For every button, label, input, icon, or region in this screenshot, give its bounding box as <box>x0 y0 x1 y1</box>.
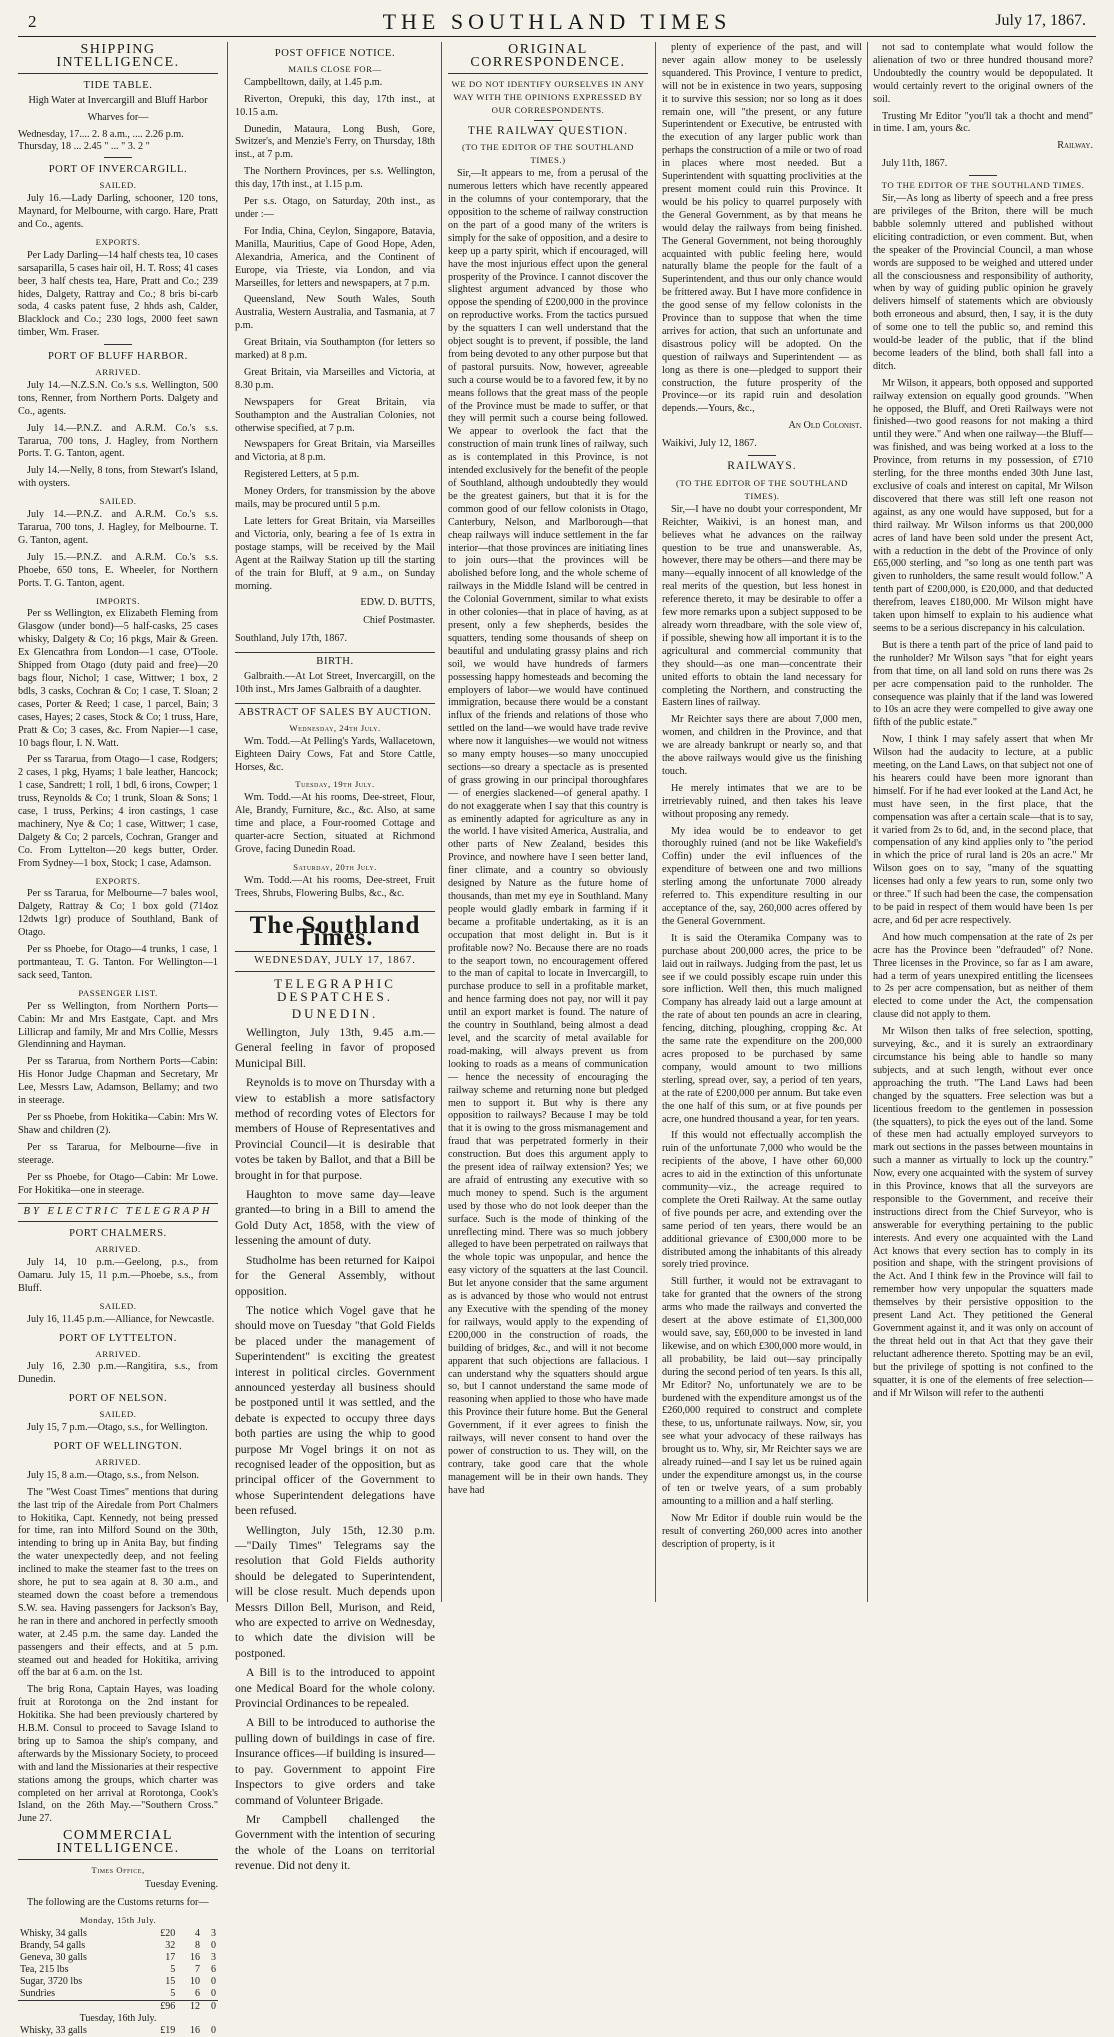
paragraph: But is there a tenth part of the price of land paid to the runholder? Mr Wilson says "that for eight years from that time, on all land sold on runs there was 2s per acre compensation paid to the runholder. The consequence was plainly that if the land was lowered to 10s an acre they were compelled to give away one fifth of the public estate." <box>873 639 1093 729</box>
post-office-title: POST OFFICE NOTICE. <box>274 48 396 59</box>
customs-pounds: 17 <box>165 1951 176 1963</box>
customs-pence: 0 <box>211 1987 216 1999</box>
paragraph: Sir,—I have no doubt your correspondent, Mr Reichter, Waikivi, is an honest man, and believes what he advances on the railway question to be true and unanswerable. As, however, there may be others—and there may be many—equally innocent of all knowledge of the real merits of the question, but less honest in reference thereto, it may be desirable to offer a few more remarks upon a subject supposed to be already worn threadbare, with the sole view of, if possible, shewing how all important it is to the agricultural and commercial community that they should—as one man—concentrate their united efforts to obtain the land necessary for completing the Northern, and constructing the Eastern lines of railway. <box>662 503 862 709</box>
letter-dateline: Waikivi, July 12, 1867. <box>662 438 757 450</box>
customs-row <box>18 2025 218 2037</box>
paragraph: Newspapers for Great Britain, via Southampton and the Australian Colonies, not otherwise specified, at 7 p.m. <box>235 396 435 434</box>
to-editor: TO THE EDITOR OF THE SOUTHLAND TIMES. <box>881 180 1085 191</box>
customs-shillings: 10 <box>190 1975 201 1987</box>
paragraph: Reynolds is to move on Thursday with a view to establish a more satisfactory method of recording votes of Electors for members of House of Representatives and Provincial Council—it is desirable that votes be taken by Ballot, and that a Bill be brought in for that purpose. <box>235 1076 435 1182</box>
paragraph: And how much compensation at the rate of 2s per acre has the Province been "defrauded" of? None. Three licenses in the Province, so far as I am aware, had a term of years unexpired entitling the licensees to 2s per acre compensation, but as neither of them elected to come under the Act, the compensation clause did not apply to them. <box>873 931 1093 1021</box>
paragraph: Now Mr Editor if double ruin would be the result of converting 260,000 acres into another description of property, is it <box>662 1512 862 1550</box>
sub-heading: EXPORTS. <box>95 875 141 886</box>
paragraph: If this would not effectually accomplish the ruin of the unfortunate 7,000 who would be the recipients of the above, I have other 60,000 acres to aid in the extinction of this unfortunate community—viz., the acreage required to complete the Oreti Railway. At the same outlay of five pounds per acre, and extending over the same period of ten years, there would be an additional grievance of £300,000 more to be distributed among the inhabitants of this already sorely tried province. <box>662 1130 862 1271</box>
divider <box>104 344 132 345</box>
customs-shillings: 7 <box>195 1963 201 1975</box>
customs-shillings: 4 <box>195 1927 201 1939</box>
masthead <box>18 6 1096 37</box>
customs-shillings: 16 <box>190 1951 201 1963</box>
paragraph: Queensland, New South Wales, South Australia, Western Australia, and Tasmania, at 7 p.m. <box>235 294 435 332</box>
customs-pence: 0 <box>211 1975 216 1987</box>
sub-heading: SAILED. <box>99 496 137 507</box>
postmaster-title: Chief Postmaster. <box>363 615 435 627</box>
port-title: PORT OF WELLINGTON. <box>53 1441 183 1452</box>
customs-pounds: 5 <box>170 1963 176 1975</box>
auction-day: Tuesday, 19th July. <box>295 779 375 790</box>
customs-pounds: £96 <box>144 2000 178 2013</box>
paragraph: plenty of experience of the past, and will never again allow money to be uselessly squandered. This Province, I venture to predict, will not be in existence in two years, supposing it to survive this session; nor so long as it does remain one, will "the present, or any future Superintendent or Executive, be entrusted with the execution of any larger public work than perhaps the construction of a mile or two of road in places where most needed. But a Superintendent with squatting proclivities at the present moment could ruin this Province. It would be his policy to quarrel purposely with the General Government, as by that means he would delay the railways from being finished. The General Government, not being thoroughly acquainted with public feeling here, would naturally blame the people for the fault of a Superintendent, and thus our only chance would be frittered away. But I have more confidence in the good sense of my fellow colonists in the Province than to suppose that when the time arrives for action, that such an unfortunate and disastrous policy will be adopted. On the question of railways and Superintendent — as long as there is one—pledged to support their construction, the future prosperity of the Province—or its rapid ruin and desolation depends.—Yours, &c., <box>662 42 862 415</box>
customs-item: Sugar, 3720 lbs <box>20 1975 83 1987</box>
sub-heading: ARRIVED. <box>95 1456 141 1467</box>
customs-pence: 3 <box>211 1951 216 1963</box>
column-correspondence <box>448 42 648 1602</box>
letter-body <box>662 504 862 1552</box>
customs-item: Geneva, 30 galls <box>20 1951 87 1963</box>
paragraph: Wellington, July 15th, 12.30 p.m.—"Daily Times" Telegrams say the resolution that Gold Fields authority should be delegated to Superintendent, will be close result. Much depends upon Messrs Dillon Bell, Murison, and Reid, who are expected to arrive on Wednesday, to which date the division will be postponed. <box>235 1523 435 1660</box>
column-rule <box>867 42 868 1602</box>
customs-row <box>18 1928 218 1940</box>
divider <box>104 157 132 158</box>
customs-shillings: 12 <box>177 2000 202 2013</box>
column-rule <box>227 42 228 1602</box>
issue-date: July 17, 1867. <box>995 12 1086 29</box>
customs-pence: 3 <box>211 1927 216 1939</box>
paragraph: Per s.s. Otago, on Saturday, 20th inst., as under :— <box>235 196 435 220</box>
letter-body <box>873 42 1093 136</box>
telegraph-despatches <box>235 1025 435 1874</box>
paragraph: Riverton, Orepuki, this day, 17th inst., at 10.15 a.m. <box>235 93 435 118</box>
paragraph: not sad to contemplate what would follow the alienation of two or three hundred thousand more? Undoubtedly the country would be depopulated. It would certainly revert to the original owners of the soil. <box>873 42 1093 105</box>
column-notices <box>235 42 435 1873</box>
customs-shillings: 6 <box>195 1987 201 1999</box>
auction-entry: Wm. Todd.—At his rooms, Dee-street, Fruit Trees, Shrubs, Flowering Bulbs, &c., &c. <box>235 874 435 899</box>
customs-row <box>18 1952 218 1964</box>
shipping-header: SHIPPING INTELLIGENCE. <box>18 44 218 74</box>
sub-heading: EXPORTS. <box>95 236 141 247</box>
port-title: PORT OF INVERCARGILL. <box>48 164 188 176</box>
paragraph: Sir,—It appears to me, from a perusal of the numerous letters which have recently appeared in the columns of your contemporary, that the opposition to the scheme of railway construction on the part of a good many of the writers is simply for the sake of opposition, and a desire to keep up a party spirit, which if encouraged, will have the most injurious effect upon the general prosperity of the Province. I cannot discover the slightest argument advanced by those who oppose the spending of £200,000 in the province on reproductive works. From the tactics pursued by the squatters I can well understand that the object sought is to prevent, if possible, the land from being devoted to any other purpose but that of pastoral pursuits. Now, however, agreeable such a course would be to a favored few, it by no means follows that the great mass of the people of the Province must be made to suffer, or that they will permit such a course being followed. We appear to overlook the fact that the construction of main trunk lines of railway, such as is contemplated in this Province, is not intended exclusively for the benefit of the people of Southland, although undoubtedly they would be the greatest gainers, but that it is for the common good of our fellow colonists in Otago, Canterbury, Nelson, and Marlborough—that cheap railways will induce settlement in the far interior—that those provinces are initiating lines to join ours—that the provinces will be abolished before long, and the whole scheme of railways in the Middle Island will be centred in the Colonial Government, similar to what exists in other colonies—that in place of having, as at present, only a few shepherds, besides the squatters, tending some thousands of sheep on beautiful and undulating grassy plains and rich soil, we would have hundreds of farmers possessing happy homesteads and becoming the employers of labor—we would have continued immigration, because there would be a constant influx of the friends and relations of those who settled on the land—we would have trade revive where now it languishes—we would not witness so many empty houses—so many unoccupied sections—so dreary a spectacle as is presented of grass growing in our principal thoroughfares — of energies slackened—of general apathy. I do not exaggerate when I say that this country is as eminently adapted for agriculture as any in the world. I have visited America, Australia, and other parts of New Zealand, besides this Province, and nowhere have I seen better land, finer climate, and a country so obviously designed by Nature as the future home of thousands, than met my eye in Southland. Many people would gladly embark in farming if it became a profitable undertaking, as it is an occupation that most delight in. But is it profitable now? No. Because there are no roads to the seaport town, no encouragement offered to the man of capital to locate in Invercargill, to purchase produce to sell in a profitable market, and hence farming does not pay, nor will it pay until an export market is found. The nature of the country in Southland, being almost a dead level, and the scarcity of metal available for road-making, will always prevent us from looking to roads as a means of communication — hence the necessity of encouraging the railway scheme and returning none but pledged men to support it. But why is there any opposition to railways? Because I may be told that it is owing to the gross mismanagement and fraud that was perpetrated formerly in their construction. But does this argument apply to the present idea of railway extension? Yes; we are afraid of entrusting any executive with so much money to spend. Such is the argument used by those who do not look deeper than the surface. Such is the mode of thinking of the unreflecting mind. There was so much jobbery alleged to have been perpetrated on railways that the whole topic was unpopular, and hence the easy victory of the squatters at the last Council. But let anyone consider that the same argument as is advanced by those who would not entrust any Executive with the spending of the money for railways, would apply to the expending of £200,000 in the construction of roads, the building of bridges, &c., and will it not become apparent that such objections are fallacious. I can understand why the squatters should argue so, but I cannot understand the same mode of reasoning when applied to those who have made this Province their future home. But the General Government, if it ever agrees to finish the railways, will never consent to hand over the power of construction to us. They will, on the contrary, take good care that the whole management will be in their own hands. They have had <box>448 168 648 1496</box>
paragraph: It is said the Oteramika Company was to purchase about 200,000 acres, the price to be laid out in railways. Judging from the past, let us see if we could possibly escape ruin under this sore infliction. Well then, this much maligned Company has already laid out a large amount at the rate of about ten pounds an acre in clearing, fencing, ditching, ploughing, cropping &c. At the same rate the expenditure on the 200,000 acres proposed to be purchased by same company, would amount to two millions sterling, spread over, say, a period of ten years, at the rate of £200,000 per annum. But take even the one half of this sum, or at five pounds per acre, one hundred thousand a year, for ten years. <box>662 932 862 1125</box>
customs-item: Brandy, 54 galls <box>20 1939 86 1951</box>
customs-row <box>18 1988 218 2001</box>
customs-date: Monday, 15th July. <box>79 1914 157 1925</box>
paragraph: Now, I think I may safely assert that when Mr Wilson had the audacity to lecture, at a public meeting, on the Land Laws, on that subject not one of his hearers could have been more ignorant than himself. For if he had ever looked at the Land Act, he must have seen, in the first place, that the compensation was after a certain scale—that is to say, it varied from 2s to 6d, and, in the second place, that compensation of any kind applies only to "the period in which the price of rural land is 20s an acre." Mr Wilson goes on to say, "many of the squatting licenses had only a few years to run, some only two or three." If such had been the case, the compensation to be paid in respect of them would have been 1s per acre, and 6d per acre respectively. <box>873 734 1093 926</box>
customs-row <box>18 1964 218 1976</box>
customs-item: Sundries <box>20 1987 55 1999</box>
paper-nameplate: The Southland Times. <box>235 911 435 946</box>
customs-table <box>18 1928 218 2037</box>
auction-day: Wednesday, 24th July. <box>289 722 381 733</box>
post-office-list <box>235 77 435 594</box>
shipping-entry: July 14.—P.N.Z. and A.R.M. Co.'s s.s. Tararua, 700 tons, J. Hagley, for Melbourne. T. G. Tanton, agent. <box>18 509 218 546</box>
letter-title: THE RAILWAY QUESTION. <box>467 124 629 137</box>
paragraph: A Bill is to the introduced to appoint one Medical Board for the whole colony. Provincial Ordinances to be repealed. <box>235 1666 435 1711</box>
birth-notice: Galbraith.—At Lot Street, Invercargill, on the 10th inst., Mrs James Galbraith of a daughter. <box>235 671 435 695</box>
shipping-entry: July 15.—P.N.Z. and A.R.M. Co.'s s.s. Phoebe, 650 tons, E. Wheeler, for Northern Ports. T. G. Tanton, agent. <box>18 551 218 589</box>
correspondence-header: ORIGINAL CORRESPONDENCE. <box>448 44 648 74</box>
shipping-entry: Per ss Phoebe, for Otago—4 trunks, 1 case, 1 portmanteau, T. G. Tanton. For Wellington—1 sack seed, Tanton. <box>18 944 218 981</box>
customs-pounds: 5 <box>170 1987 176 1999</box>
column-letters <box>662 42 862 1602</box>
customs-pence: 0 <box>211 2024 216 2036</box>
sub-heading: ARRIVED. <box>95 1244 141 1255</box>
letter-body <box>662 42 862 416</box>
auction-entry: Wm. Todd.—At Pelling's Yards, Wallacetown, Eighteen Dairy Cows, Fat and Store Cattle, Horses, &c. <box>235 735 435 773</box>
customs-item <box>18 2000 144 2013</box>
paragraph: Still further, it would not be extravagant to take for granted that the owners of the strong arms who made the railways and converted the desert at the above estimate of £1,300,000 would save, say, £60,000 to be invested in land likewise, and on which £300,000 more would, in all probability, be laid out—say principally during the second period of ten years. Is this all, Mr Editor? No, unfortunately we are to be burdened with the expenditure amongst us of the £260,000 required to construct and complete these, to us, unfortunate railways. Now, sir, you see what your advocacy of these railways has brought us to. Why, sir, Mr Reichter says we are already ruined—and I say let us be ruined again under the expenditure amongst us, in the course of ten or twelve years, of a sum probably amounting to a million and a half sterling. <box>662 1276 862 1507</box>
shipping-entry: Per ss Phoebe, from Hokitika—Cabin: Mrs W. Shaw and children (2). <box>18 1111 218 1136</box>
customs-pence: 0 <box>211 1939 216 1951</box>
paragraph: Mr Wilson, it appears, both opposed and supported railway extension on equally good grounds. "When he opposed, the Bluff, and Oreti Railways were not finished—two good reasons for not making a third until they were." And when one railway—the Bluff—was finished, and was being worked at a loss to the Province, from returns in my possession, of £710 sterling, for the three months ended 30th June last, exclusive of coals and interest on capital, Mr Wilson discovered that there was still left one reason not against, as any one would have supposed, but for a third railway. Mr Wilson informs us that 200,000 acres of land have been sold under the present Act, with a reduction in the debt of the Province of only £65,000 sterling, and "so long as one tenth part was given to runholders, the same result would follow." A tenth part of £200,000, is £20,000, and that deducted therefrom, leaves £180,000. Mr Wilson might have taken upon himself to explain to his audience what seems to be a serious discrepancy in his calculation. <box>873 377 1093 634</box>
paragraph: Registered Letters, at 5 p.m. <box>244 469 360 481</box>
office-line: Tuesday Evening. <box>144 1879 218 1890</box>
shipping-entry: Per ss Tararua, for Melbourne—7 bales wool, Dalgety, Rattray & Co; 1 box gold (714oz 12dwts 1gr) produce of Southland, Bank of Otago. <box>18 888 218 939</box>
paragraph: Trusting Mr Editor "you'll tak a thocht and mend" in time. I am, yours &c. <box>873 110 1093 135</box>
tide-line: High Water at Invercargill and Bluff Harbor <box>28 94 208 106</box>
commercial-header: COMMERCIAL INTELLIGENCE. <box>18 1830 218 1860</box>
customs-pence: 0 <box>202 2000 218 2013</box>
sub-heading: ARRIVED. <box>95 367 141 378</box>
paragraph: Studholme has been returned for Kaipoi for the General Assembly, without opposition. <box>235 1253 435 1298</box>
paper-title: THE SOUTHLAND TIMES <box>382 9 732 34</box>
sub-heading: SAILED. <box>99 1300 137 1311</box>
telegraph-section-title: TELEGRAPHIC DESPATCHES. <box>274 976 396 1005</box>
shipping-entry: July 16, 11.45 p.m.—Alliance, for Newcastle. <box>27 1313 215 1325</box>
page-number: 2 <box>28 12 37 31</box>
letter-body <box>448 168 648 1497</box>
paragraph: The notice which Vogel gave that he should move on Tuesday "that Gold Fields be placed under the management of Superintendent" is exciting the greatest interest in political circles. Government announced yesterday all business should be postponed until it was settled, and the debate is expected to occupy three days both parties are using the whip to good purpose Mr Vogel brings it on not as recognised leader of the opposition, but as principal officer of the Government to whose Superintendent delegations have been refused. <box>235 1303 435 1518</box>
sub-heading: PASSENGER LIST. <box>78 987 158 998</box>
shipping-entry: Per Lady Darling—14 half chests tea, 10 cases sarsaparilla, 5 cases hair oil, H. T. Ross; 41 cases beer, 3 half chests tea, Hare, Pratt and Co.; 239 hides, Dalgety, Rattray and Co.; 8 bris bi-carb soda, 4 casks patent fuse, 2 hhds ash, Calder, Blacklock and Co.; 230 logs, 2000 feet sawn timber, Wm. Fraser. <box>18 249 218 339</box>
paragraph: Sir,—As long as liberty of speech and a free press are privileges of the Briton, there will be much babble solemnly uttered and published without eliciting contradiction, or even comment. But, when the speaker of the Provincial Council, a man whose words are supposed to be weighed and uttered under all the consciousness and responsibility of authority, when by way of guiding public opinion he gravely delivers himself of statements which are obviously both erroneous and absurd, then, I say, it is the duty of some one to tell the public so, and remind this would-be leader of the public, that if the blind become leaders of the blind, both shall fall into a ditch. <box>873 193 1093 372</box>
shipping-entry: Per ss Wellington, from Northern Ports—Cabin: Mr and Mrs Eastgate, Capt. and Mrs Lillicrap and family, Mr and Mrs Collie, Messrs Glendinning and Hayman. <box>18 1000 218 1051</box>
customs-row <box>18 1940 218 1952</box>
tide-line: Wharves for— <box>87 111 149 123</box>
customs-date: Tuesday, 16th July. <box>79 2012 157 2024</box>
paragraph: Money Orders, for transmission by the above mails, may be procured until 5 p.m. <box>235 486 435 511</box>
port-title: PORT OF BLUFF HARBOR. <box>47 351 189 363</box>
letter-dateline: July 11th, 1867. <box>882 158 948 170</box>
customs-date-row <box>18 2013 218 2025</box>
sub-heading: MAILS CLOSE FOR— <box>288 63 382 74</box>
paragraph: Mr Reichter says there are about 7,000 men, women, and children in the Province, and that we are already bankrupt or nearly so, and that the above railways would give us the finishing touch. <box>662 714 862 777</box>
customs-shillings: 16 <box>190 2024 201 2036</box>
shipping-entry: July 15, 7 p.m.—Otago, s.s., for Wellington. <box>27 1422 208 1434</box>
column-shipping <box>18 42 219 2036</box>
shipping-entry: July 14, 10 p.m.—Geelong, p.s., from Oamaru. July 15, 11 p.m.—Phoebe, s.s., from Bluff. <box>18 1257 218 1294</box>
letter-signature: Railway. <box>1057 140 1093 152</box>
paragraph: For India, China, Ceylon, Singapore, Batavia, Manilla, Mauritius, Cape of Good Hope, Aden, Alexandria, America, and the Continent of Europe, via Trieste, via London, and via Marseilles, for letters and newspapers, at 7 p.m. <box>235 225 435 289</box>
paragraph: Wellington, July 13th, 9.45 a.m.—General feeling in favor of proposed Municipal Bill. <box>235 1026 435 1070</box>
editorial-date: WEDNESDAY, JULY 17, 1867. <box>235 951 435 972</box>
news-paragraph: The "West Coast Times" mentions that during the last trip of the Airedale from Port Chalmers to Hokitika, Capt. Kennedy, not being pressed for time, ran into Milford Sound on the 30th, intending to bring up in Anita Bay, but finding the water unexpectedly deep, and not feeling inclined to make the steamer fast to the trees on shore, he put to sea again at 8. 30 a.m., and steamed down the coast before a tremendous S.W. sea. Having passengers for Jackson's Bay, he ran in there and anchored in perfectly smooth water, at 2.45 p.m. the same day. Landed the passengers and their effects, and at 5 p.m. steamed out and headed for Hokitika, arriving off the bar at 6 a.m. on the 1st. <box>18 1486 218 1679</box>
customs-item: Tea, 215 lbs <box>20 1963 69 1975</box>
tide-row: Thursday, 18 ... 2.45 " ... " 3. 2 " <box>18 141 150 153</box>
paragraph: A Bill to be introduced to authorise the pulling down of buildings in case of fire. Insurance offices—if building is insured—to pay. Government to appoint Fire Inspectors to give orders and take command of Volunteer Brigade. <box>235 1716 435 1807</box>
customs-shillings: 8 <box>195 1939 201 1951</box>
customs-intro: The following are the Customs returns for— <box>27 1896 209 1908</box>
shipping-entry: Per ss Phoebe, for Otago—Cabin: Mr Lowe. For Hokitika—one in steerage. <box>18 1171 218 1196</box>
sub-heading: ARRIVED. <box>95 1348 141 1359</box>
shipping-entry: Per ss Tararua, from Northern Ports—Cabin: His Honor Judge Chapman and Secretary, Mr Lee, Messrs Law, Adamson, Bellamy; and two in steerage. <box>18 1056 218 1107</box>
customs-pounds: £19 <box>160 2024 176 2036</box>
port-title: PORT OF LYTTELTON. <box>58 1332 178 1344</box>
paragraph: He merely intimates that we are to be irretrievably ruined, and then takes his leave without proposing any remedy. <box>662 782 862 820</box>
divider <box>748 455 776 456</box>
letter-signature: An Old Colonist. <box>788 420 862 432</box>
port-title: PORT OF NELSON. <box>68 1393 168 1405</box>
shipping-entry: Per ss Tararua, from Otago—1 case, Rodgers; 2 cases, 1 pkg, Hyams; 1 bale leather, Hancock; 1 case, Sandrett; 1 roll, 1 bdl, 6 irons, Cowper; 1 truss, Reynolds & Co; 1 trunk, Sloan & Sons; 1 case, 1 truss, Perkins; 4 iron castings, 1 case machinery, Nye & Co; 1 case, Wittwer; 1 case, Dalgety & Co; 2 parcels, Cochran, Granger and Co. From Lyttelton—20 kegs butter, Order. From Sydney—1 box, Stock; 1 case, Adamson. <box>18 754 218 869</box>
disclaimer: WE DO NOT IDENTIFY OURSELVES IN ANY WAY WITH THE OPINIONS EXPRESSED BY OUR CORRESPONDENTS. <box>451 78 645 115</box>
paragraph: My idea would be to endeavor to get thoroughly ruined (and not be like Wakefield's Coffin) under the evil influences of the expenditure of between one and two millions sterling among the unfortunate 7000 already referred to. This expenditure resulting in our acceptance of the, say, 260,000 acres offered by the General Government. <box>662 825 862 927</box>
letter-title: RAILWAYS. <box>727 460 797 473</box>
dunedin-heading: DUNEDIN. <box>291 1006 379 1022</box>
shipping-entry: July 15, 8 a.m.—Otago, s.s., from Nelson. <box>27 1469 200 1481</box>
news-paragraph: The brig Rona, Captain Hayes, was loading fruit at Rorotonga on the 2nd instant for Hokitika. She had been previously chartered by H.B.M. Consul to proceed to Savage Island to bring up to Samoa the ship's company, and afterwards by the Missionary Society, to proceed with and land the Missionaries at their respective stations among the groups, which charter was completed on her arrival at Rorotonga, Cook's Island, on the 26th May.—"Southern Cross." June 27. <box>18 1684 219 1825</box>
shipping-entry: July 14.—Nelly, 8 tons, from Stewart's Island, with oysters. <box>18 465 218 490</box>
divider <box>969 175 997 176</box>
sub-heading: SAILED. <box>99 1409 137 1420</box>
letter-body <box>873 193 1093 1400</box>
birth-title: BIRTH. <box>235 652 435 669</box>
customs-pence: 6 <box>211 1963 216 1975</box>
port-title: PORT CHALMERS. <box>69 1228 167 1240</box>
to-editor: (TO THE EDITOR OF THE SOUTHLAND TIMES.) <box>462 142 634 166</box>
paragraph: Great Britain, via Southampton (for letters so marked) at 8 p.m. <box>235 337 435 362</box>
notice-date: Southland, July 17th, 1867. <box>235 633 348 645</box>
customs-pounds: £20 <box>160 1927 176 1939</box>
paragraph: Haughton to move same day—leave granted—to bring in a Bill to amend the Gold Duty Act, 1858, with the view of lessening the amount of duty. <box>235 1188 435 1248</box>
shipping-entry: July 16, 2.30 p.m.—Rangitira, s.s., from Dunedin. <box>18 1361 218 1386</box>
customs-item: Whisky, 33 galls <box>20 2024 87 2036</box>
sub-heading: IMPORTS. <box>96 595 140 606</box>
paragraph: Late letters for Great Britain, via Marseilles and Victoria, only, bearing a fee of 1s extra in postage stamps, will be received by the Mail Agent at the Railway Station up till the starting of the train for Bluff, at 9 a.m., on Sunday morning. <box>235 516 435 592</box>
to-editor: (TO THE EDITOR OF THE SOUTHLAND TIMES). <box>676 478 848 501</box>
postmaster-signature: EDW. D. BUTTS, <box>360 597 435 609</box>
tide-row: Wednesday, 17.... 2. 8 a.m., .... 2.26 p.m. <box>18 128 184 140</box>
column-letters-2 <box>873 42 1093 1602</box>
customs-item: Whisky, 34 galls <box>20 1927 87 1939</box>
paragraph: The Northern Provinces, per s.s. Wellington, this day, 17th inst., at 1.15 p.m. <box>235 166 435 191</box>
auction-day: Saturday, 20th July. <box>293 861 377 872</box>
tide-table-title: TIDE TABLE. <box>83 79 153 91</box>
customs-pounds: 15 <box>165 1975 176 1987</box>
sub-heading: SAILED. <box>99 180 137 191</box>
paragraph: Campbelltown, daily, at 1.45 p.m. <box>244 76 383 88</box>
paragraph: Dunedin, Mataura, Long Bush, Gore, Switzer's, and Menzie's Ferry, on Thursday, 18th inst., at 7 p.m. <box>235 123 435 161</box>
column-rule <box>441 42 442 1602</box>
office-line: Times Office, <box>91 1865 145 1876</box>
customs-total-row <box>18 2000 218 2013</box>
divider <box>534 120 562 121</box>
paragraph: Mr Wilson then talks of free selection, spotting, surveying, &c., and it is surely an extraordinary circumstance his being able to handle so many subjects, and at such length, without ever once approaching the truth. "The Land Laws had been changed by the squatters. Free selection was but a licentious freedom to the gentlemen in possession (the squatters), to pick the eyes out of the land. Some of these men had actually employed surveyors to mark out sections in the passes between mountains in such a manner as virtually to lock up the country." Now, every one acquainted with the system of survey in this Province, knows that all the surveyors are responsible to the Government, and receive their instructions direct from the Chief Surveyor, who is answerable for everything pertaining to the public interests. And every one acquainted with the Land Act knows that every section has to comply in its position and shape, with the stringent provisions of the Act. And I think few in the Province will fail to remember how very unpopular the squatters made themselves by their persistive opposition to the present Land Act. They petitioned the General Government against it, and it was only on account of the threat held out in that Act that they gave their reluctant adherence thereto. Spotting may be an evil, but the privilege of spotting is not confined to the squatter, it is one of the elements of free selection—and if Mr Wilson will refer to the authenti <box>873 1026 1093 1399</box>
shipping-entry: July 14.—N.Z.S.N. Co.'s s.s. Wellington, 500 tons, Renner, from Northern Ports. Dalgety and Co., agents. <box>18 379 218 417</box>
paragraph: Mr Campbell challenged the Government with the intention of securing the whole of the Loans on territorial revenue. Did not deny it. <box>235 1812 435 1873</box>
telegraph-header: BY ELECTRIC TELEGRAPH <box>18 1203 218 1222</box>
customs-pounds: 32 <box>165 1939 176 1951</box>
paragraph: Newspapers for Great Britain, via Marseilles and Victoria, at 8 p.m. <box>235 439 435 464</box>
auction-title: ABSTRACT OF SALES BY AUCTION. <box>235 703 435 720</box>
column-rule <box>655 42 656 1602</box>
shipping-entry: July 14.—P.N.Z. and A.R.M. Co.'s s.s. Tararua, 700 tons, J. Hagley, from Northern Ports. T. G. Tanton, agent. <box>18 422 218 460</box>
auction-entry: Wm. Todd.—At his rooms, Dee-street, Flour, Ale, Brandy, Furniture, &c., &c. Also, at same time and place, a Four-roomed Cottage and quarter-acre Section, situated at Richmond Grove, facing Dunedin Road. <box>235 792 435 855</box>
shipping-entry: Per ss Wellington, ex Elizabeth Fleming from Glasgow (under bond)—5 half-casks, 25 cases whisky, Dalgety & Co; 16 pkgs, Mair & Green. Ex Glencathra from London—1 case, O'Toole. Shipped from Otago (duty paid and free)—20 bags flour, Nichol; 1 case, Wittwer; 1 box, 2 bdls, 3 casks, Cochran & Co; 1 case, T. Sloan; 2 cases, Porter & Reed; 1 case, 1 parcel, Bain; 3 cases, Hayes; 2 cases, Stock & Co; 1 truss, Hare, Pratt & Co; 3 cases, &c. From Napier—1 case, 10 bags flour, I. N. Watt. <box>18 608 218 749</box>
customs-row <box>18 1976 218 1988</box>
shipping-entry: July 16.—Lady Darling, schooner, 120 tons, Maynard, for Melbourne, with cargo. Hare, Pratt and Co., agents. <box>18 193 218 230</box>
shipping-entry: Per ss Tararua, for Melbourne—five in steerage. <box>18 1141 218 1166</box>
paragraph: Great Britain, via Marseilles and Victoria, at 8.30 p.m. <box>235 366 435 391</box>
